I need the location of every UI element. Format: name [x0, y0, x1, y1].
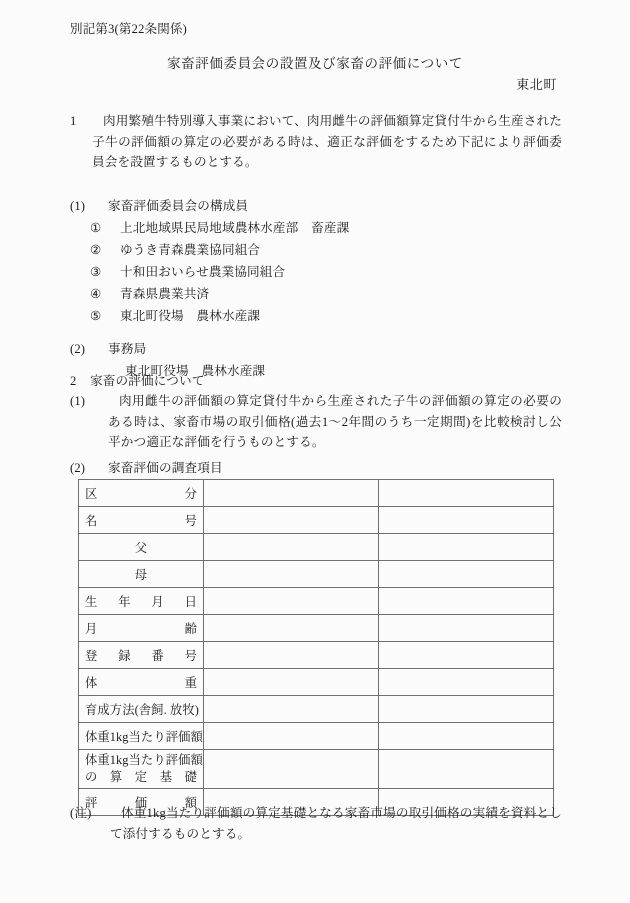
table-cell-col3[interactable]: [379, 669, 554, 696]
table-cell-col3[interactable]: [379, 534, 554, 561]
table-cell-col3[interactable]: [379, 561, 554, 588]
office-body: 東北町役場 農林水産課: [125, 364, 266, 378]
table-cell-col2[interactable]: [204, 561, 379, 588]
table-row: [79, 750, 554, 789]
section-2-marker: 2: [70, 374, 77, 388]
committee-heading: [70, 195, 248, 214]
list-item-label: 上北地域県民局地域農林水産部 畜産課: [120, 221, 350, 235]
office-heading: [70, 338, 146, 357]
row-label-text: 体重1kg当たり評価額: [85, 730, 203, 744]
livestock-survey-table: [78, 479, 554, 816]
table-cell-col3[interactable]: [379, 723, 554, 750]
table-row-label: [79, 615, 204, 642]
section-1-marker: 1: [70, 114, 77, 128]
row-label-text: 登録番号: [85, 649, 197, 663]
list-item: [90, 283, 209, 302]
section-1-paragraph: [70, 111, 562, 173]
table-cell-col3[interactable]: [379, 588, 554, 615]
row-label-text: 父: [134, 541, 148, 555]
list-item-marker: ②: [90, 243, 102, 257]
table-cell-col3[interactable]: [379, 750, 554, 789]
list-item-label: 青森県農業共済: [120, 287, 210, 301]
list-item: [90, 217, 349, 236]
survey-table-heading-label: 家畜評価の調査項目: [108, 461, 223, 475]
list-item: [90, 305, 260, 324]
section-2-item-1-number: (1): [70, 394, 86, 408]
row-label-text: 母: [134, 568, 148, 582]
table-row: [79, 669, 554, 696]
section-2-item-1: [70, 391, 562, 453]
row-label-line-2: の算定基礎: [85, 770, 197, 784]
office-heading-number: (2): [70, 342, 86, 356]
table-row-label: [79, 723, 204, 750]
committee-heading-label: 家畜評価委員会の構成員: [108, 199, 249, 213]
list-item-label: ゆうき青森農業協同組合: [120, 243, 261, 257]
table-cell-col2[interactable]: [204, 615, 379, 642]
table-row: [79, 696, 554, 723]
section-2-heading: [70, 370, 204, 389]
row-label-text: 育成方法(舎飼. 放牧): [85, 703, 199, 717]
table-row: [79, 615, 554, 642]
table-row: [79, 507, 554, 534]
section-2-label: 家畜の評価について: [90, 374, 205, 388]
list-item-label: 十和田おいらせ農業協同組合: [120, 265, 286, 279]
table-cell-col3[interactable]: [379, 642, 554, 669]
table-row: [79, 642, 554, 669]
row-label-text: 区分: [85, 487, 197, 501]
list-item-marker: ⑤: [90, 309, 102, 323]
table-cell-col2[interactable]: [204, 507, 379, 534]
table-row: [79, 588, 554, 615]
table-row-label: [79, 561, 204, 588]
table-cell-col2[interactable]: [204, 642, 379, 669]
list-item-label: 東北町役場 農林水産課: [120, 309, 261, 323]
table-cell-col3[interactable]: [379, 480, 554, 507]
table-row-label: [79, 534, 204, 561]
footnote-text: 体重1kg当たり評価額の算定基礎となる家畜市場の取引価格の実績を資料として添付するものとする。: [110, 806, 562, 841]
table-row: [79, 534, 554, 561]
table-row-label: [79, 669, 204, 696]
table-cell-col3[interactable]: [379, 615, 554, 642]
office-heading-label: 事務局: [108, 342, 147, 356]
footnote-marker: (注): [70, 806, 92, 820]
document-title: 家畜評価委員会の設置及び家畜の評価について: [167, 56, 463, 71]
table-row-label: [79, 588, 204, 615]
list-item-marker: ①: [90, 221, 102, 235]
table-cell-col3[interactable]: [379, 696, 554, 723]
survey-table-heading: [70, 457, 223, 476]
table-row-label: [79, 750, 204, 789]
table-row-label: [79, 642, 204, 669]
list-item-marker: ④: [90, 287, 102, 301]
table-row-label: [79, 480, 204, 507]
table-row: [79, 480, 554, 507]
row-label-text: 月齢: [85, 622, 197, 636]
table-cell-col2[interactable]: [204, 750, 379, 789]
table-row: [79, 561, 554, 588]
list-item-marker: ③: [90, 265, 102, 279]
table-cell-col3[interactable]: [379, 507, 554, 534]
row-label-text: 体重: [85, 676, 197, 690]
section-2-item-1-text: 肉用雌牛の評価額の算定貸付牛から生産された子牛の評価額の算定の必要のある時は、家畜市場の取引価格(過去1〜2年間のうち一定期間)を比較検討し公平かつ適正な評価を行うものとする。: [108, 394, 562, 449]
document-reference-number: 別記第3(第22条関係): [70, 22, 187, 36]
table-footnote: [70, 803, 562, 844]
row-label-text: [85, 752, 203, 786]
section-1-text: 肉用繁殖牛特別導入事業において、肉用雌牛の評価額算定貸付牛から生産された子牛の評価額の算定の必要がある時は、適正な評価をするため下記により評価委員会を設置するものとする。: [92, 114, 562, 169]
row-label-text: 生年月日: [85, 595, 197, 609]
committee-heading-number: (1): [70, 199, 86, 213]
table-cell-col2[interactable]: [204, 588, 379, 615]
table-cell-col2[interactable]: [204, 723, 379, 750]
list-item: [90, 239, 260, 258]
row-label-text: 名号: [85, 514, 197, 528]
table-cell-col2[interactable]: [204, 480, 379, 507]
row-label-text: 評価額: [85, 796, 197, 810]
table-cell-col2[interactable]: [204, 534, 379, 561]
table-row-label: [79, 696, 204, 723]
table-row: [79, 723, 554, 750]
table-row-label: [79, 507, 204, 534]
table-cell-col2[interactable]: [204, 696, 379, 723]
row-label-line-1: 体重1kg当たり評価額: [85, 753, 203, 767]
list-item: [90, 261, 285, 280]
table-cell-col2[interactable]: [204, 669, 379, 696]
document-issuer: 東北町: [516, 77, 557, 92]
survey-table-heading-number: (2): [70, 461, 86, 475]
